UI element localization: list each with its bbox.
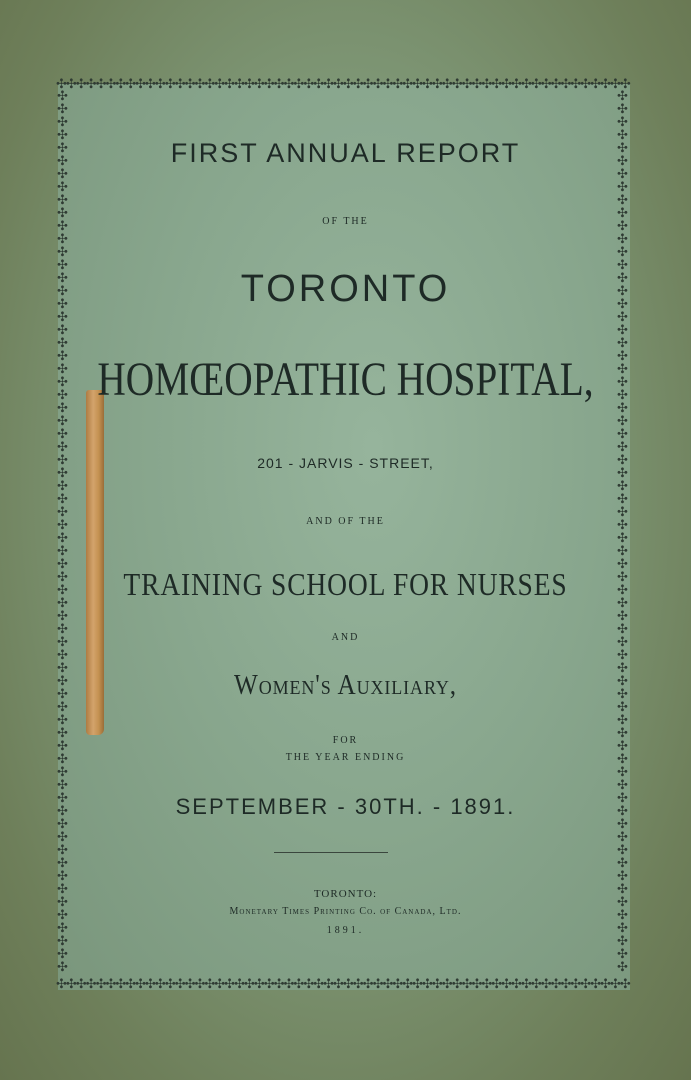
hospital-heading: HOMŒOPATHIC HOSPITAL,	[97, 353, 594, 406]
ornamental-border-left: ✣✣✣✣✣✣✣✣✣✣✣✣✣✣✣✣✣✣✣✣✣✣✣✣✣✣✣✣✣✣✣✣✣✣✣✣✣✣✣✣✣✣✣✣✣✣✣✣✣✣✣✣✣✣✣✣✣✣✣✣✣✣✣✣✣✣✣✣	[57, 90, 67, 975]
divider-rule	[274, 852, 388, 853]
report-date: SEPTEMBER - 30TH. - 1891.	[175, 794, 516, 819]
ornamental-border-bottom: ✣✣✣✣✣✣✣✣✣✣✣✣✣✣✣✣✣✣✣✣✣✣✣✣✣✣✣✣✣✣✣✣✣✣✣✣✣✣✣✣✣✣✣✣✣✣✣✣✣✣✣✣✣✣✣✣✣✣	[56, 978, 630, 992]
for-text: FOR	[332, 735, 359, 746]
imprint-printer: Monetary Times Printing Co. of Canada, Ltd.	[229, 906, 462, 917]
and-of-the-text: AND OF THE	[306, 516, 385, 527]
auxiliary-heading: Women's Auxiliary,	[234, 670, 457, 701]
training-school-heading: TRAINING SCHOOL FOR NURSES	[123, 566, 568, 602]
of-the-text: OF THE	[322, 216, 369, 227]
address-text: 201 - JARVIS - STREET,	[257, 455, 434, 471]
ornamental-border-top: ✣✣✣✣✣✣✣✣✣✣✣✣✣✣✣✣✣✣✣✣✣✣✣✣✣✣✣✣✣✣✣✣✣✣✣✣✣✣✣✣✣✣✣✣✣✣✣✣✣✣✣✣✣✣✣✣✣✣	[56, 78, 630, 92]
ornamental-border-right: ✣✣✣✣✣✣✣✣✣✣✣✣✣✣✣✣✣✣✣✣✣✣✣✣✣✣✣✣✣✣✣✣✣✣✣✣✣✣✣✣✣✣✣✣✣✣✣✣✣✣✣✣✣✣✣✣✣✣✣✣✣✣✣✣✣✣✣✣	[617, 90, 627, 975]
and-text: AND	[331, 632, 360, 643]
report-title: FIRST ANNUAL REPORT	[170, 138, 521, 168]
imprint-year: 1891.	[326, 925, 365, 936]
imprint-city: TORONTO:	[313, 888, 378, 900]
city-heading: TORONTO	[240, 268, 451, 310]
year-ending-text: THE YEAR ENDING	[285, 752, 406, 763]
